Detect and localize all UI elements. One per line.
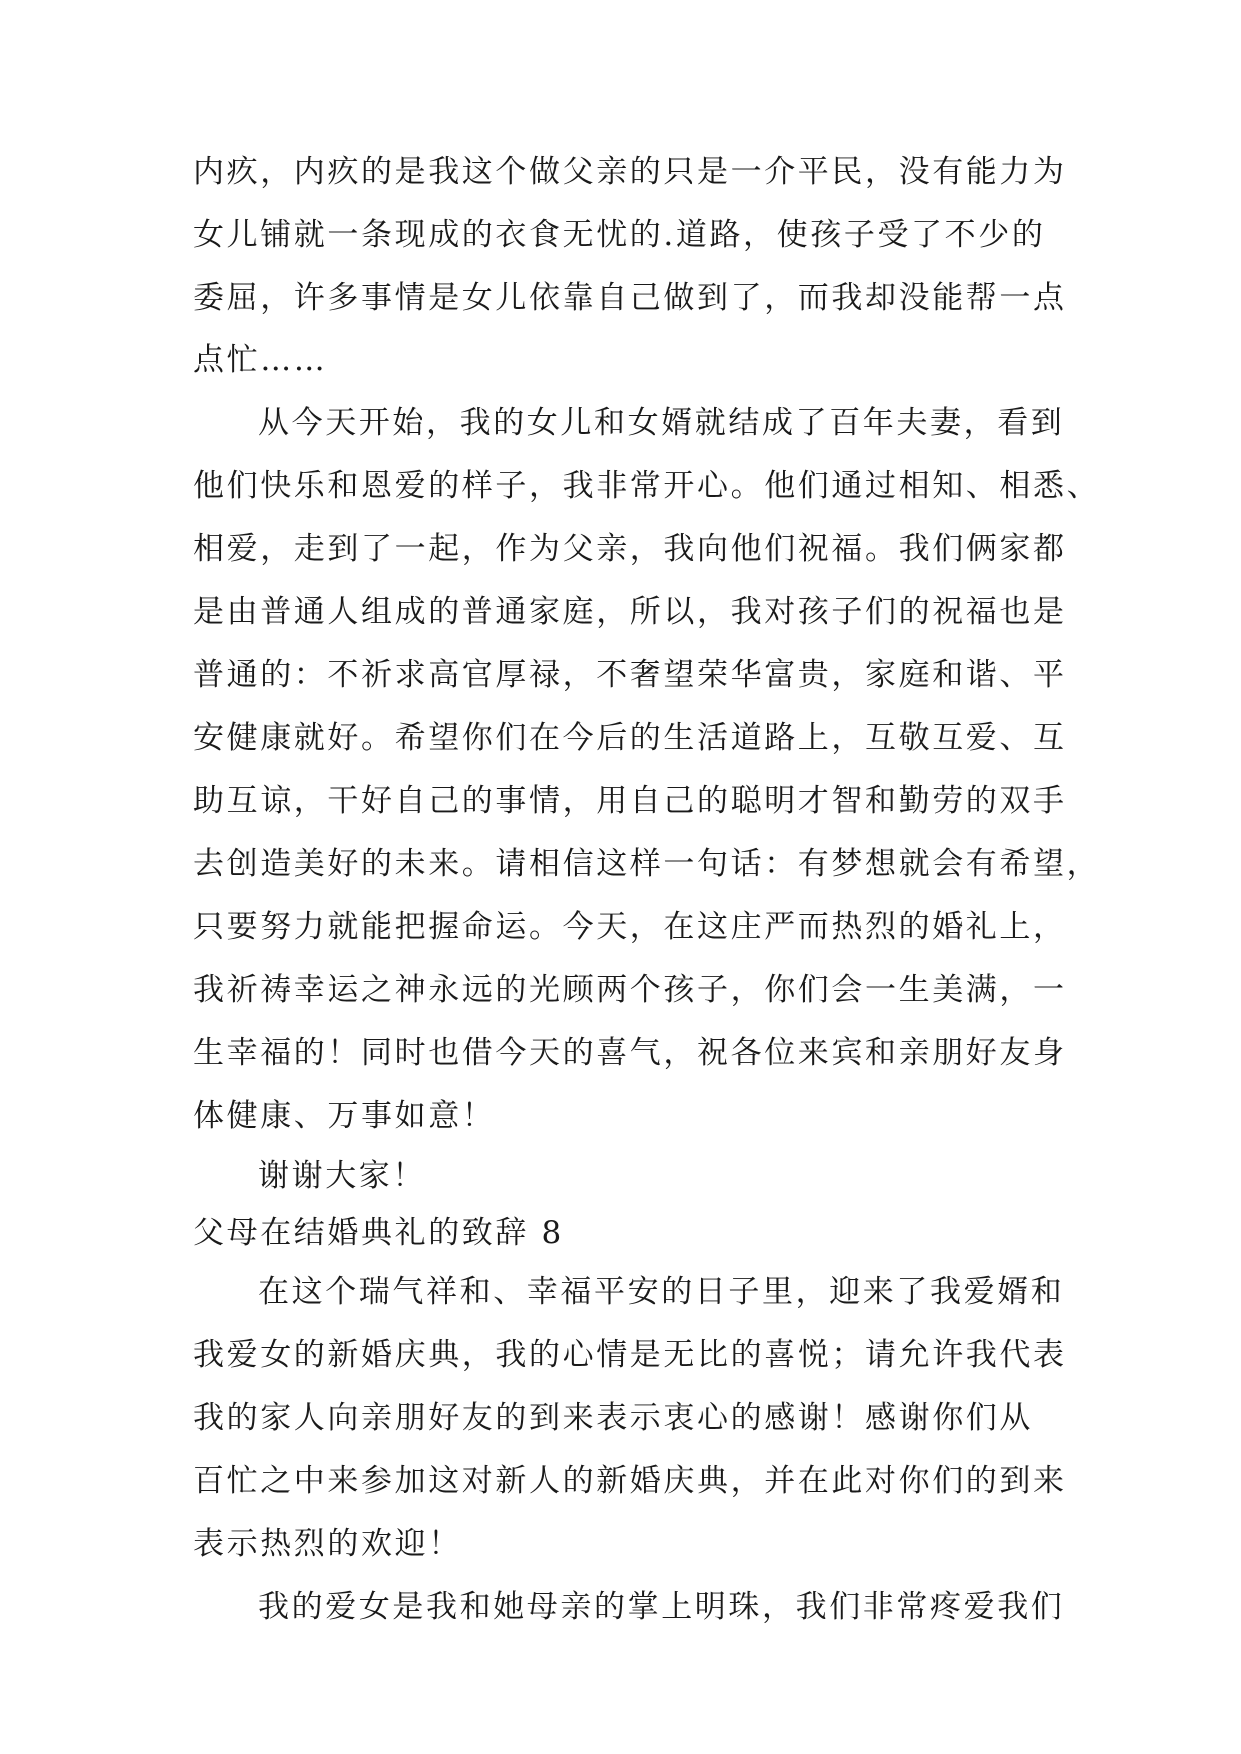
text-line: 是由普通人组成的普通家庭，所以，我对孩子们的祝福也是 <box>193 594 1067 630</box>
text-line: 点忙…… <box>193 342 328 378</box>
text-line: 普通的：不祈求高官厚禄，不奢望荣华富贵，家庭和谐、平 <box>193 657 1067 693</box>
text-line: 百忙之中来参加这对新人的新婚庆典，并在此对你们的到来 <box>193 1463 1067 1499</box>
section-heading: 父母在结婚典礼的致辞 8 <box>193 1215 564 1251</box>
text-line: 安健康就好。希望你们在今后的生活道路上，互敬互爱、互 <box>193 720 1067 756</box>
paragraph-start: 从今天开始，我的女儿和女婿就结成了百年夫妻，看到 <box>258 405 1065 441</box>
text-line: 助互谅，干好自己的事情，用自己的聪明才智和勤劳的双手 <box>193 783 1067 819</box>
text-line: 我的家人向亲朋好友的到来表示衷心的感谢！感谢你们从 <box>193 1400 1033 1436</box>
text-line: 女儿铺就一条现成的衣食无忧的.道路，使孩子受了不少的 <box>193 217 1046 253</box>
text-line: 内疚，内疚的是我这个做父亲的只是一介平民，没有能力为 <box>193 154 1067 190</box>
paragraph-start: 在这个瑞气祥和、幸福平安的日子里，迎来了我爱婿和 <box>258 1274 1065 1310</box>
text-line: 生幸福的！同时也借今天的喜气，祝各位来宾和亲朋好友身 <box>193 1035 1067 1071</box>
paragraph-start: 我的爱女是我和她母亲的掌上明珠，我们非常疼爱我们 <box>258 1589 1065 1625</box>
text-line: 他们快乐和恩爱的样子，我非常开心。他们通过相知、相悉、 <box>193 468 1101 504</box>
text-line: 相爱，走到了一起，作为父亲，我向他们祝福。我们俩家都 <box>193 531 1067 567</box>
text-line: 我祈祷幸运之神永远的光顾两个孩子，你们会一生美满，一 <box>193 972 1067 1008</box>
text-line: 我爱女的新婚庆典，我的心情是无比的喜悦；请允许我代表 <box>193 1337 1067 1373</box>
text-line: 只要努力就能把握命运。今天，在这庄严而热烈的婚礼上， <box>193 909 1067 945</box>
text-line: 表示热烈的欢迎！ <box>193 1526 462 1562</box>
text-line: 去创造美好的未来。请相信这样一句话：有梦想就会有希望， <box>193 846 1101 882</box>
paragraph-start: 谢谢大家！ <box>258 1158 426 1194</box>
text-line: 委屈，许多事情是女儿依靠自己做到了，而我却没能帮一点 <box>193 280 1067 316</box>
text-line: 体健康、万事如意！ <box>193 1098 496 1134</box>
